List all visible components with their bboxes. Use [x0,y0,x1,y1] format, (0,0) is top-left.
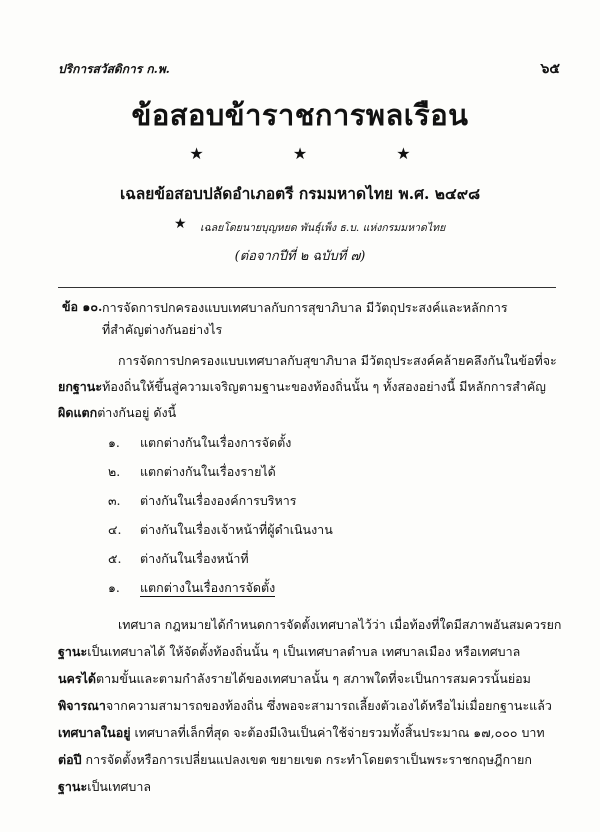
line-text: ตามขั้นและตามกำลังรายได้ของเทศบาลนั้น ๆ สภาพใดที่จะเป็นการสมควรนั้นย่อม [96,671,531,686]
line-text: จากความสามารถของท้องถิ่น ซึ่งพอจะสามารถเลี้ยงตัวเองได้หรือไม่เมื่อยกฐานะแล้ว [105,698,552,713]
page-number: ๖๕ [540,61,560,77]
line-lead: ฐานะ [58,644,88,659]
list-item [108,491,297,511]
line-lead: นครได้ [58,671,97,686]
body-line [58,639,520,665]
answer-line [58,374,546,400]
body-line [58,774,151,800]
list-number: ๓. [108,493,121,508]
list-number: ๒. [108,464,121,479]
running-header: ปริการสวัสดิการ ก.พ. [58,62,170,76]
list-number: ๑. [108,435,120,450]
list-item [108,549,249,569]
question-line: ที่สำคัญต่างกันอย่างไร [102,322,223,337]
line-lead: ฐานะ [58,779,88,794]
list-item [108,433,291,453]
subtitle: เฉลยข้อสอบปลัดอำเภอตรี กรมมหาดไทย พ.ศ. ๒๔๙๘ [119,184,481,203]
body-line [58,720,545,746]
page-title: ข้อสอบข้าราชการพลเรือน [131,98,469,132]
list-text: ต่างกันในเรื่องเจ้าหน้าที่ผู้ดำเนินงาน [140,522,333,537]
section-number: ๑. [108,580,120,595]
list-number: ๕. [108,551,122,566]
line-lead: ยกฐานะ [58,379,103,394]
list-item [108,462,276,482]
line-text: เป็นเทศบาล [87,779,151,794]
section-heading [108,578,275,598]
line-text: เทศบาล กฎหมายได้กำหนดการจัดตั้งเทศบาลไว้ว่า เมื่อท้องที่ใดมีสภาพอันสมควรยก [118,617,562,632]
author-credit: เฉลยโดยนายบุญหยด พันธุ์เพ็ง ธ.บ. แห่งกรมมหาดไทย [200,222,446,234]
body-line [58,747,532,773]
list-text: แตกต่างกันในเรื่องการจัดตั้ง [140,435,292,450]
question-label: ข้อ ๑๐. [62,299,103,314]
line-lead: ต่อปี [58,752,82,767]
list-text: ต่างกันในเรื่องหน้าที่ [140,551,249,566]
line-lead: เทศบาลในอยู่ [58,725,131,740]
divider [58,287,556,288]
list-number: ๔. [108,522,122,537]
body-line [58,666,531,692]
answer-line [58,400,176,426]
star-icon: ★ [174,216,187,232]
star-ornament: ★ ★ ★ [189,144,453,163]
question-text [102,297,562,341]
line-lead: พิจารณา [58,698,106,713]
continuation-note: (ต่อจากปีที่ ๒ ฉบับที่ ๗) [234,249,366,264]
answer-line: การจัดการปกครองแบบเทศบาลกับสุขาภิบาล มีวัตถุประสงค์คล้ายคลึงกันในข้อที่จะ [118,353,557,368]
line-lead: ผิดแตก [58,405,98,420]
line-text: เป็นเทศบาลได้ ให้จัดตั้งท้องถิ่นนั้น ๆ เป็นเทศบาลตำบล เทศบาลเมือง หรือเทศบาล [87,644,521,659]
list-text: แตกต่างกันในเรื่องรายได้ [140,464,276,479]
question-line: การจัดการปกครองแบบเทศบาลกับการสุขาภิบาล มีวัตถุประสงค์และหลักการ [102,300,508,315]
line-text: การจัดตั้งหรือการเปลี่ยนแปลงเขต ขยายเขต กระทำโดยตราเป็นพระราชกฤษฎีกายก [81,752,532,767]
section-heading-text: แตกต่างในเรื่องการจัดตั้ง [140,580,276,595]
list-text: ต่างกันในเรื่ององค์การบริหาร [140,493,297,508]
list-item [108,520,333,540]
body-line [58,693,552,719]
line-text: ท้องถิ่นให้ขึ้นสู่ความเจริญตามฐานะของท้องถิ่นนั้น ๆ ทั้งสองอย่างนี้ มีหลักการสำคัญ [102,379,546,394]
line-text: เทศบาลที่เล็กที่สุด จะต้องมีเงินเป็นค่าใช้จ่ายรวมทั้งสิ้นประมาณ ๑๗,๐๐๐ บาท [130,725,545,740]
line-text: ต่างกันอยู่ ดังนี้ [97,405,177,420]
body-line [118,612,561,638]
